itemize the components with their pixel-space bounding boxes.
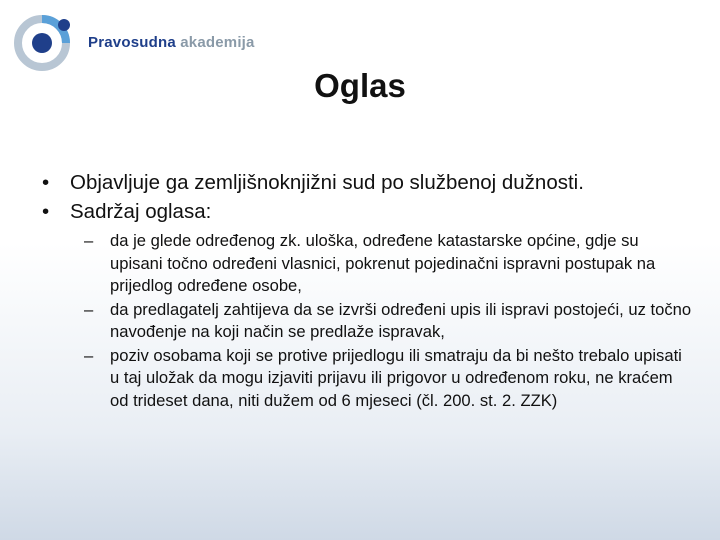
bullet-marker: • <box>42 171 50 194</box>
sub-bullet-item <box>84 230 692 298</box>
dash-marker: – <box>84 299 94 319</box>
sub-bullet-text: da predlagatelj zahtijeva da se izvrši određeni upis ili ispravi postojeći, uz točno navođenje na koji način se predlaže ispravak, <box>110 299 692 341</box>
sub-bullet-item <box>84 345 692 413</box>
bullet-text: Sadržaj oglasa: <box>70 200 212 223</box>
slide-title <box>0 67 720 105</box>
sub-bullet-text: poziv osobama koji se protive prijedlogu ili smatraju da bi nešto trebalo upisati u taj uložak da mogu izjaviti prijavu ili prigovor u određenom roku, ne kraćem od trideset dana, niti dužem od 6 mjeseci (čl. 200. st. 2. ZZK) <box>110 345 682 410</box>
pravosudna-akademija-logo-icon <box>12 13 74 71</box>
slide-content <box>42 168 692 413</box>
logo-word-2: akademija <box>180 33 255 51</box>
sub-bullet-text: da je glede određenog zk. uloška, određene katastarske općine, gdje su upisani točno određeni vlasnici, pokrenut pojedinačni ispravni postupak na prijedlog određene osobe, <box>110 231 656 295</box>
sub-bullet-list <box>84 230 692 412</box>
logo-word-1: Pravosudna <box>88 33 176 51</box>
logo-text <box>88 34 255 51</box>
sub-bullet-item <box>84 299 692 344</box>
logo <box>12 14 255 70</box>
bullet-text: Objavljuje ga zemljišnoknjižni sud po službenoj dužnosti. <box>70 171 584 194</box>
dash-marker: – <box>84 345 94 365</box>
bullet-item <box>42 197 692 226</box>
bullet-item <box>42 168 692 197</box>
slide-title-text: Oglas <box>314 67 406 104</box>
dash-marker: – <box>84 231 94 250</box>
bullet-marker: • <box>42 200 50 223</box>
